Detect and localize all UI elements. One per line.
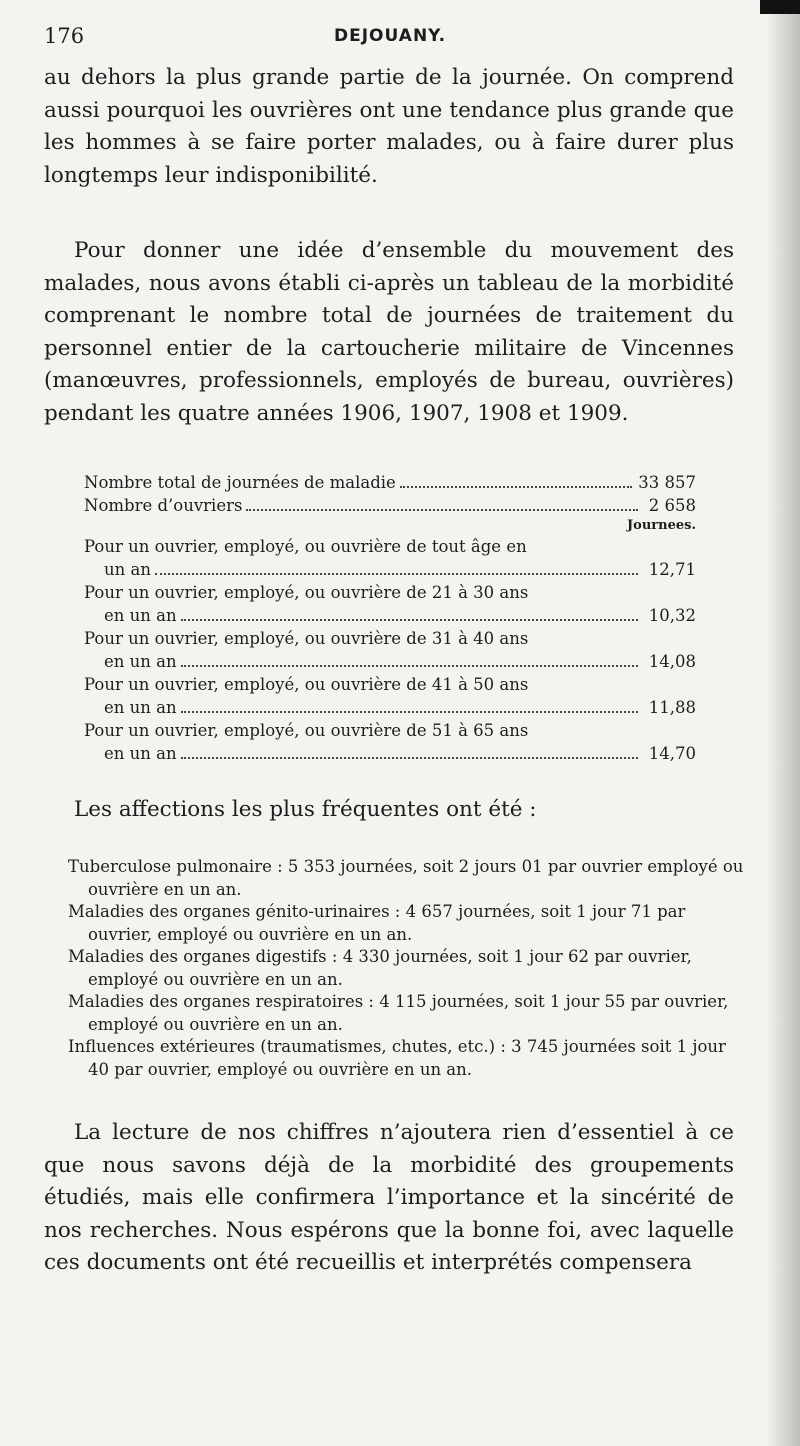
row-label-line <box>84 581 696 604</box>
row-label: Pour un ouvrier, employé, ou ouvrière de 41 à 50 ans <box>84 675 529 694</box>
list-item: Tuberculose pulmonaire : 5 353 journées, soit 2 jours 01 par ouvrier employé ou ouvrière en un an. <box>68 857 744 899</box>
row-value: 12,71 <box>648 560 696 579</box>
table-row <box>84 471 696 494</box>
dot-leader <box>400 486 632 488</box>
affections-list <box>68 856 744 1081</box>
dot-leader <box>181 619 638 621</box>
page-number: 176 <box>44 24 85 48</box>
affections-heading: Les affections les plus fréquentes ont été : <box>74 797 537 822</box>
row-label: Nombre d’ouvriers <box>84 496 243 515</box>
dot-leader <box>246 509 638 511</box>
list-item: Maladies des organes digestifs : 4 330 journées, soit 1 jour 62 par ouvrier, employé ou ouvrière en un an. <box>68 947 692 989</box>
row-value: 33 857 <box>638 473 696 492</box>
row-label-line <box>84 627 696 650</box>
list-item: Influences extérieures (traumatismes, chutes, etc.) : 3 745 journées soit 1 jour 40 par ouvrier, employé ou ouvrière en un an. <box>68 1037 726 1079</box>
row-label-cont: un an <box>104 560 151 579</box>
table-entry <box>84 673 696 719</box>
table-row <box>84 604 696 627</box>
row-label-cont: en un an <box>104 698 177 717</box>
row-label-line <box>84 535 696 558</box>
table-entry <box>84 719 696 765</box>
table-row <box>84 742 696 765</box>
table-row <box>84 696 696 719</box>
row-value: 10,32 <box>648 606 696 625</box>
morbidity-table <box>84 471 696 765</box>
row-label: Pour un ouvrier, employé, ou ouvrière de 31 à 40 ans <box>84 629 529 648</box>
page-edge-shadow <box>766 0 800 1446</box>
list-item: Maladies des organes génito-urinaires : 4 657 journées, soit 1 jour 71 par ouvrier, employé ou ouvrière en un an. <box>68 902 686 944</box>
table-entry <box>84 581 696 627</box>
dot-leader <box>181 665 638 667</box>
paragraph-conclusion: La lecture de nos chiffres n’ajoutera rien d’essentiel à ce que nous savons déjà de la morbidité des groupements étudiés, mais elle confirmera l’importance et la sincérité de nos recherches. Nous espérons que la bonne foi, avec laquelle ces documents ont été recueillis et interprétés compensera <box>44 1120 734 1275</box>
row-label-cont: en un an <box>104 744 177 763</box>
unit-label: Journees. <box>627 518 696 533</box>
row-label-cont: en un an <box>104 652 177 671</box>
table-entry <box>84 627 696 673</box>
row-label: Pour un ouvrier, employé, ou ouvrière de 51 à 65 ans <box>84 721 529 740</box>
dot-leader <box>155 573 638 575</box>
table-row <box>84 650 696 673</box>
table-row <box>84 558 696 581</box>
row-value: 2 658 <box>648 496 696 515</box>
row-value: 14,08 <box>648 652 696 671</box>
running-title: DEJOUANY. <box>334 26 447 46</box>
row-label: Pour un ouvrier, employé, ou ouvrière de 21 à 30 ans <box>84 583 529 602</box>
list-item: Maladies des organes respiratoires : 4 115 journées, soit 1 jour 55 par ouvrier, employé ou ouvrière en un an. <box>68 992 729 1034</box>
row-label: Pour un ouvrier, employé, ou ouvrière de tout âge en <box>84 537 527 556</box>
paragraph-intro: au dehors la plus grande partie de la journée. On comprend aussi pourquoi les ouvrières ont une tendance plus grande que les hommes à se faire porter malades, ou à faire durer plus longtemps leur indisponibilité. <box>44 65 734 188</box>
row-label: Nombre total de journées de maladie <box>84 473 396 492</box>
row-label-cont: en un an <box>104 606 177 625</box>
dot-leader <box>181 757 638 759</box>
table-entry <box>84 535 696 581</box>
row-value: 11,88 <box>648 698 696 717</box>
scan-corner-mark <box>760 0 800 14</box>
page-header <box>44 24 750 54</box>
dot-leader <box>181 711 638 713</box>
table-row <box>84 494 696 517</box>
row-value: 14,70 <box>648 744 696 763</box>
paragraph-table-intro: Pour donner une idée d’ensemble du mouvement des malades, nous avons établi ci-après un tableau de la morbidité comprenant le nombre total de journées de traitement du personnel entier de la cartoucherie militaire de Vincennes (manœuvres, professionnels, employés de bureau, ouvrières) pendant les quatre années 1906, 1907, 1908 et 1909. <box>44 238 734 426</box>
row-label-line <box>84 719 696 742</box>
row-label-line <box>84 673 696 696</box>
